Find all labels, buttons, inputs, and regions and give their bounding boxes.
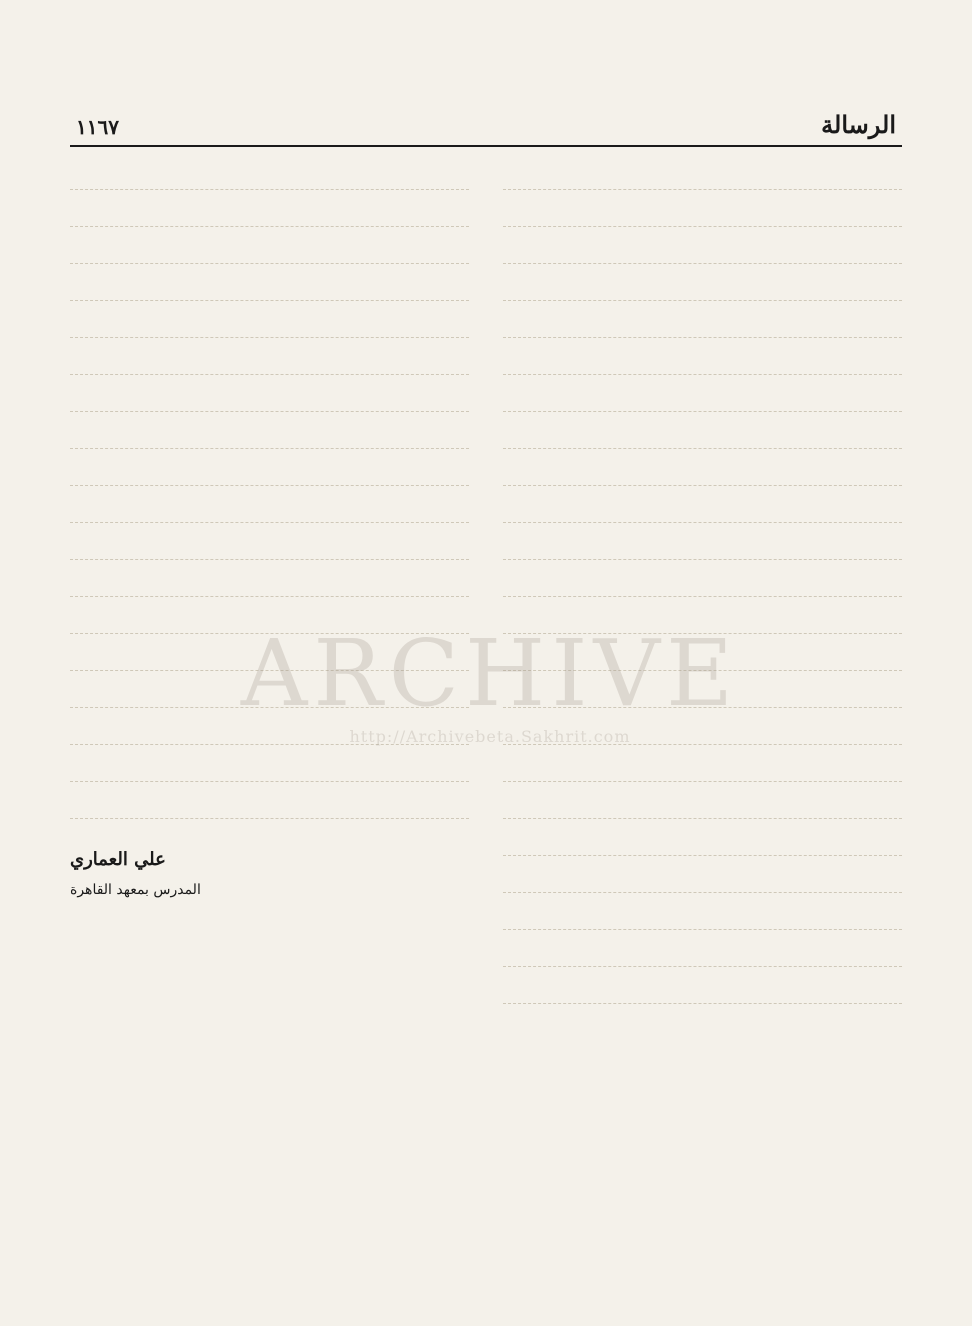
right-column-paragraph [503, 864, 902, 893]
right-column-paragraph [503, 235, 902, 264]
right-column-paragraph [503, 383, 902, 412]
left-column [70, 161, 469, 1271]
left-column-paragraph [70, 346, 469, 375]
right-column-paragraph [503, 938, 902, 967]
signature-block [70, 845, 469, 905]
right-column-paragraph [503, 531, 902, 560]
right-column-paragraph [503, 716, 902, 745]
left-column-paragraph [70, 531, 469, 560]
left-column-paragraph [70, 198, 469, 227]
right-column-paragraph [503, 753, 902, 782]
page-header [70, 110, 902, 147]
left-column-paragraph [70, 161, 469, 190]
left-column-paragraph [70, 309, 469, 338]
right-column-paragraph [503, 309, 902, 338]
left-column-paragraph [70, 568, 469, 597]
article-body [70, 161, 902, 1271]
right-column-paragraph [503, 346, 902, 375]
page-number: ١١٦٧ [76, 115, 119, 139]
right-column-paragraph [503, 605, 902, 634]
author-name: علي العماري [70, 849, 166, 870]
right-column-paragraph [503, 790, 902, 819]
left-column-paragraph [70, 272, 469, 301]
journal-title: الرسالة [821, 110, 896, 139]
left-column-paragraph [70, 753, 469, 782]
right-column-paragraph [503, 161, 902, 190]
left-column-paragraph [70, 605, 469, 634]
right-column [503, 161, 902, 1271]
right-column-paragraph [503, 198, 902, 227]
left-column-paragraph [70, 235, 469, 264]
left-column-paragraph [70, 494, 469, 523]
left-column-paragraph [70, 716, 469, 745]
right-column-paragraph [503, 568, 902, 597]
left-column-paragraphs [70, 161, 469, 819]
right-column-paragraph [503, 457, 902, 486]
right-column-paragraph [503, 679, 902, 708]
watermark-text: ARCHIVE [240, 620, 740, 727]
right-column-paragraph [503, 975, 902, 1004]
right-column-paragraph [503, 272, 902, 301]
right-column-paragraph [503, 494, 902, 523]
right-column-paragraph [503, 420, 902, 449]
watermark-url: http://Archivebeta.Sakhrit.com [349, 727, 631, 746]
left-column-paragraph [70, 679, 469, 708]
left-column-paragraph [70, 420, 469, 449]
left-column-paragraph [70, 457, 469, 486]
left-column-paragraph [70, 790, 469, 819]
left-column-paragraph [70, 642, 469, 671]
right-column-paragraph [503, 901, 902, 930]
author-title: المدرس بمعهد القاهرة [70, 882, 201, 898]
right-column-paragraph [503, 827, 902, 856]
left-column-paragraph [70, 383, 469, 412]
right-column-paragraph [503, 642, 902, 671]
